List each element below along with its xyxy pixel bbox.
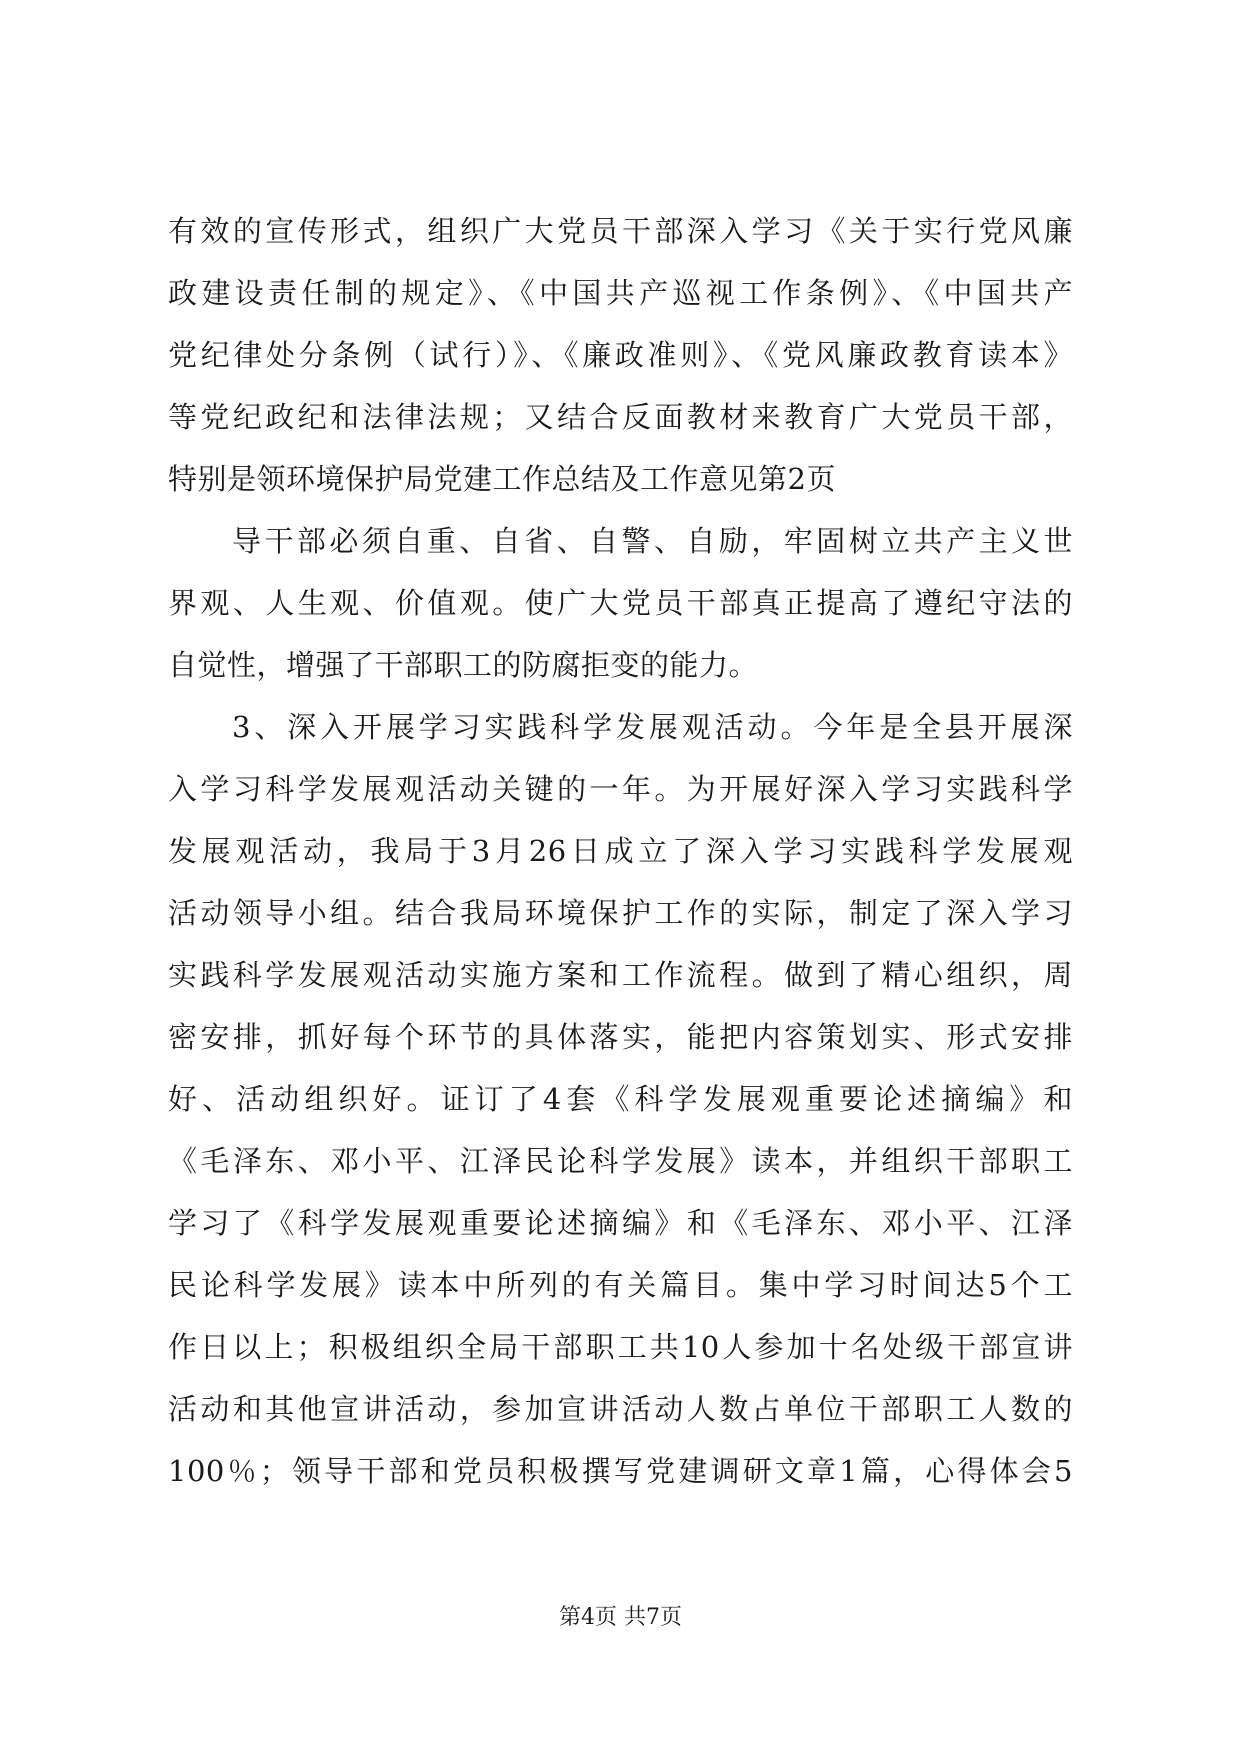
text-line: 学习了《科学发展观重要论述摘编》和《毛泽东、邓小平、江泽 <box>168 1206 1073 1240</box>
text-line: 好、活动组织好。证订了4套《科学发展观重要论述摘编》和 <box>168 1082 1073 1116</box>
text-line: 发展观活动，我局于3月26日成立了深入学习实践科学发展观 <box>168 834 1073 868</box>
text-line: 3、深入开展学习实践科学发展观活动。今年是全县开展深 <box>232 710 1073 744</box>
text-line: 活动领导小组。结合我局环境保护工作的实际，制定了深入学习 <box>168 896 1073 930</box>
text-line: 民论科学发展》读本中所列的有关篇目。集中学习时间达5个工 <box>168 1268 1073 1302</box>
text-line: 特别是领环境保护局党建工作总结及工作意见第2页 <box>168 462 836 496</box>
text-line: 党纪律处分条例（试行）》、《廉政准则》、《党风廉政教育读本》 <box>168 338 1073 372</box>
text-line: 活动和其他宣讲活动，参加宣讲活动人数占单位干部职工人数的 <box>168 1392 1073 1426</box>
text-line: 100％；领导干部和党员积极撰写党建调研文章1篇，心得体会5 <box>168 1454 1073 1488</box>
text-line: 密安排，抓好每个环节的具体落实，能把内容策划实、形式安排 <box>168 1020 1073 1054</box>
text-line: 界观、人生观、价值观。使广大党员干部真正提高了遵纪守法的 <box>168 586 1073 620</box>
text-line: 《毛泽东、邓小平、江泽民论科学发展》读本，并组织干部职工 <box>168 1144 1073 1178</box>
text-line: 政建设责任制的规定》、《中国共产巡视工作条例》、《中国共产 <box>168 276 1073 310</box>
text-line: 导干部必须自重、自省、自警、自励，牢固树立共产主义世 <box>232 524 1073 558</box>
text-line: 实践科学发展观活动实施方案和工作流程。做到了精心组织，周 <box>168 958 1073 992</box>
text-line: 等党纪政纪和法律法规；又结合反面教材来教育广大党员干部， <box>168 400 1073 434</box>
page-number-footer: 第4页 共7页 <box>559 1605 682 1630</box>
text-line: 入学习科学发展观活动关键的一年。为开展好深入学习实践科学 <box>168 772 1073 806</box>
document-body <box>168 200 1073 1502</box>
text-line: 自觉性，增强了干部职工的防腐拒变的能力。 <box>168 648 759 682</box>
text-line: 有效的宣传形式，组织广大党员干部深入学习《关于实行党风廉 <box>168 214 1073 248</box>
text-line: 作日以上；积极组织全局干部职工共10人参加十名处级干部宣讲 <box>168 1330 1073 1364</box>
